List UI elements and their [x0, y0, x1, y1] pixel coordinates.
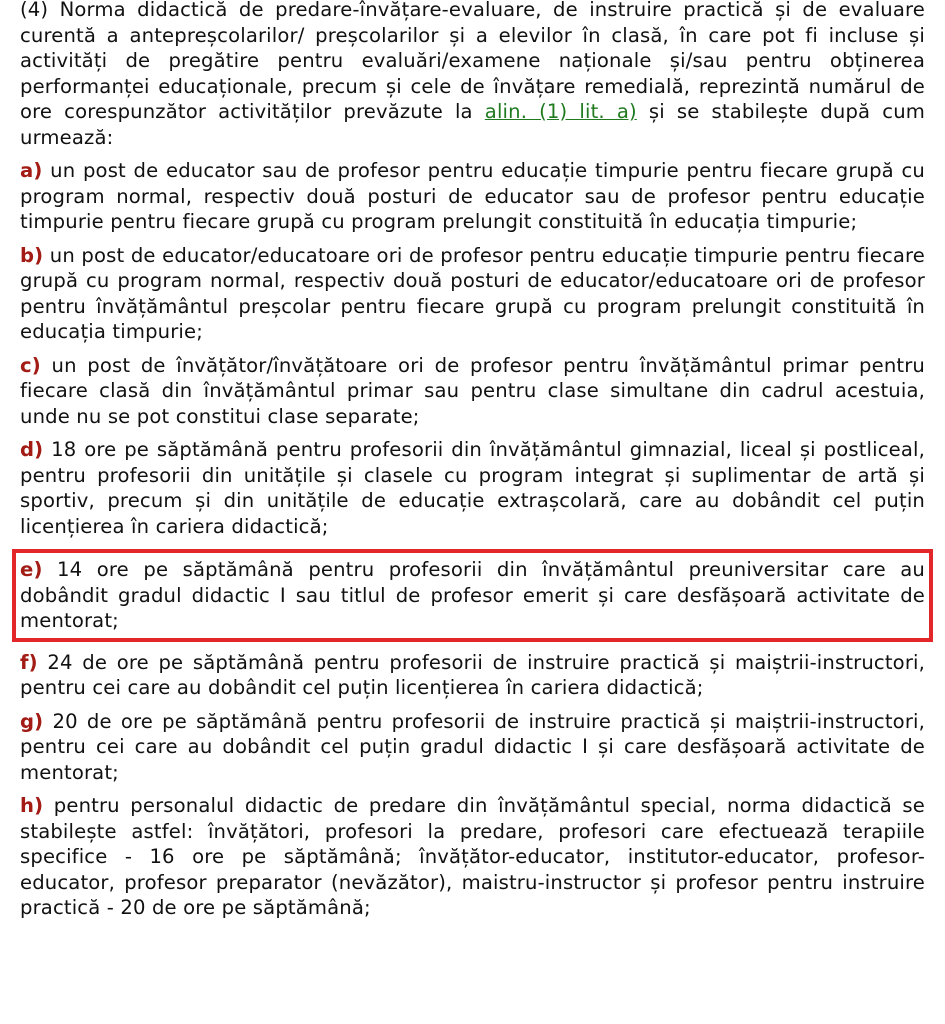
- item-text: un post de educator sau de profesor pentru educație timpurie pentru fiecare grupă cu program normal, respectiv două posturi de educator sau de profesor pentru educație timpurie pentru fiecare grupă cu program prelungit constituită în educația timpurie;: [20, 159, 925, 233]
- item-g: [20, 709, 925, 786]
- item-text: un post de învățător/învățătoare ori de profesor pentru învățământul primar pentru fiecare clasă din învățământul primar sau pentru clase simultane din cadrul acestuia, unde nu se pot constitui clase separate;: [20, 353, 925, 428]
- item-f: [20, 650, 925, 701]
- intro-paragraph: [20, 0, 925, 150]
- item-letter: a): [20, 159, 43, 182]
- item-c: [20, 353, 925, 430]
- item-letter: c): [20, 353, 41, 377]
- item-letter: d): [20, 438, 44, 461]
- legal-document: [20, 0, 925, 929]
- item-d: [20, 437, 925, 539]
- item-letter: f): [20, 650, 38, 674]
- intro-text-after: și se stabilește după cum urmează:: [20, 100, 926, 149]
- item-text: 24 de ore pe săptămână pentru profesorii de instruire practică și maiștrii-instructori, pentru cei care au dobândit cel puțin licențierea în cariera didactică;: [20, 650, 925, 699]
- reference-link[interactable]: alin. (1) lit. a): [484, 100, 637, 123]
- item-letter: e): [20, 558, 43, 581]
- item-text: pentru personalul didactic de predare din învățământul special, norma didactică se stabilește astfel: învățători, profesori la predare, profesori care efectuează terapiile specifice - 16 ore pe săptămână; învățător-educator, institutor-educator, profesor-educator, profesor preparator (nevăzător), maistru-instructor și profesor pentru instruire practică - 20 de ore pe săptămână;: [20, 794, 925, 919]
- item-b: [20, 243, 925, 345]
- item-letter: g): [20, 709, 44, 733]
- item-h: [20, 793, 925, 921]
- item-text: 18 ore pe săptămână pentru profesorii din învățământul gimnazial, liceal și postliceal, pentru profesorii din unitățile și clasele cu program integrat și suplimentar de artă și sportiv, precum și din unitățile de educație extrașcolară, care au dobândit cel puțin licențierea în cariera didactică;: [20, 438, 925, 538]
- item-text: un post de educator/educatoare ori de profesor pentru educație timpurie pentru fiecare grupă cu program normal, respectiv două posturi de educator/educatoare ori de profesor pentru învățământul preșcolar pentru fiecare grupă cu program prelungit constituită în educația timpurie;: [20, 243, 925, 343]
- item-e-highlighted: [20, 557, 925, 634]
- item-a: [20, 158, 925, 235]
- item-text: 14 ore pe săptămână pentru profesorii din învățământul preuniversitar care au dobândit gradul didactic I sau titlul de profesor emerit și care desfășoară activitate de mentorat;: [20, 558, 925, 632]
- item-text: 20 de ore pe săptămână pentru profesorii de instruire practică și maiștrii-instructori, pentru cei care au dobândit cel puțin gradul didactic I și care desfășoară activitate de mentorat;: [20, 709, 925, 784]
- intro-text-before: (4) Norma didactică de predare-învățare-evaluare, de instruire practică și de evaluare curentă a antepreșcolarilor/ preșcolarilor și a elevilor în clasă, în care pot fi incluse și activități de pregătire pentru evaluări/examene naționale și/sau pentru obținerea performanței educaționale, precum și cele de învățare remedială, reprezintă numărul de ore corespunzător activităților prevăzute la: [20, 0, 925, 123]
- item-letter: h): [20, 794, 44, 817]
- item-letter: b): [20, 243, 44, 267]
